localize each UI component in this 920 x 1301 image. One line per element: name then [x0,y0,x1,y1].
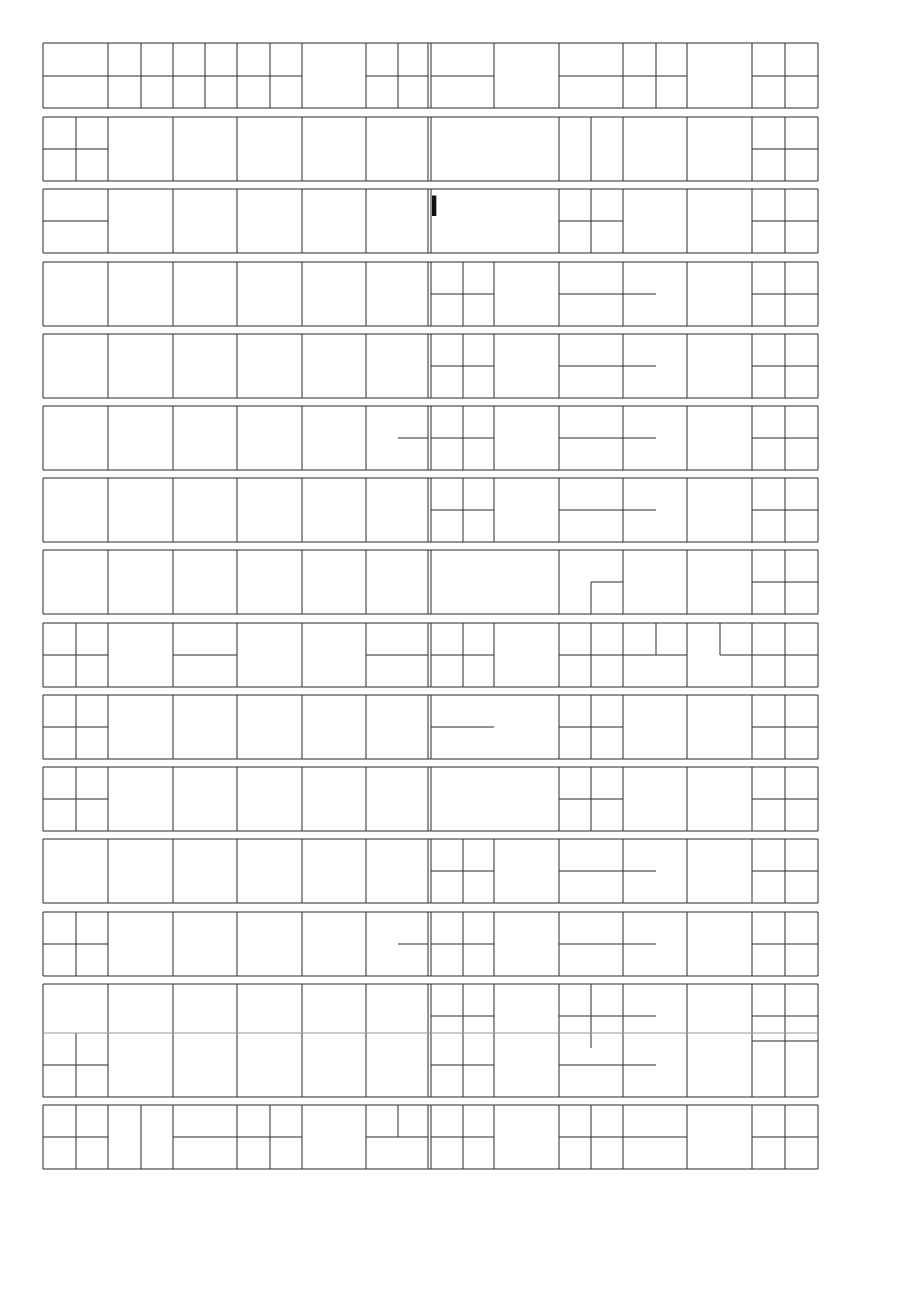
cell-glyph: I [430,190,439,223]
